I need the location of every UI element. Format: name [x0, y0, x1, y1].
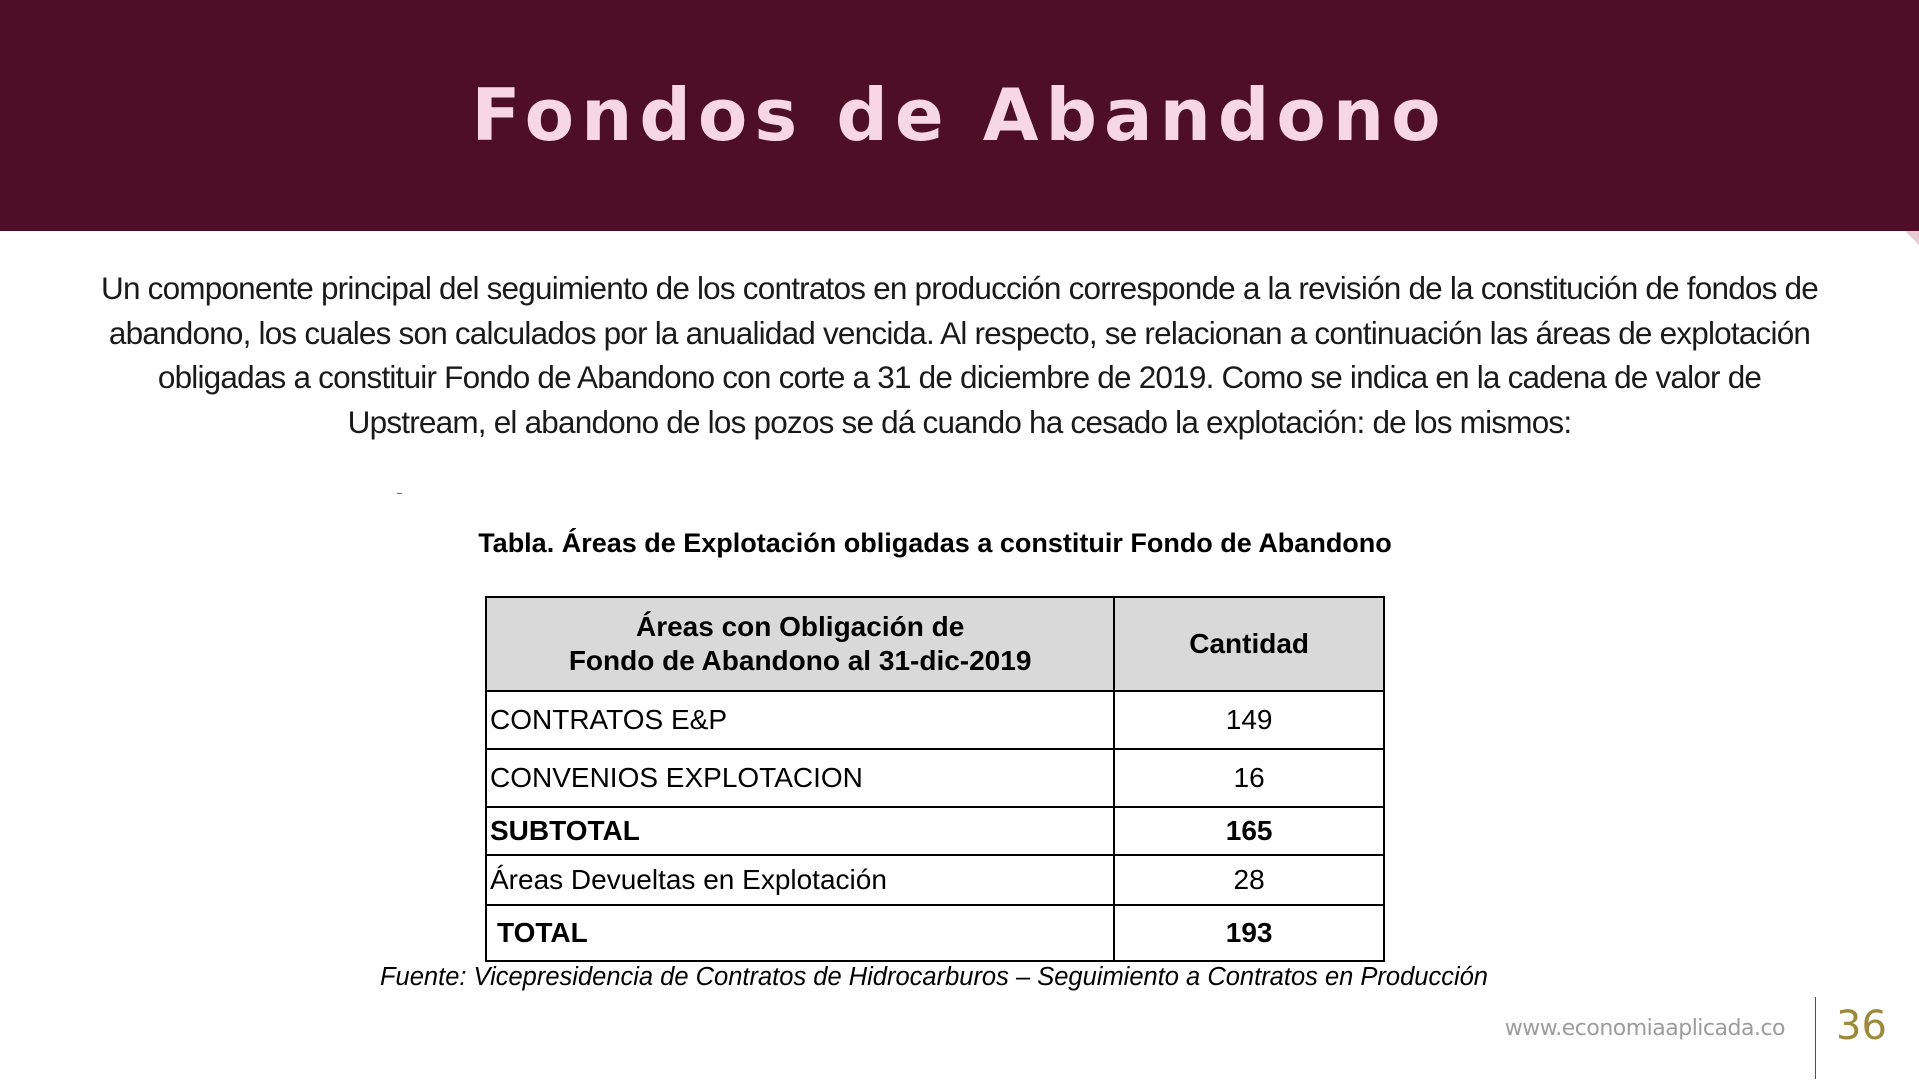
header-area-line1: Áreas con Obligación de — [635, 611, 965, 642]
total-row — [486, 905, 1384, 961]
slide-title: Fondos de Abandono — [471, 73, 1448, 157]
slide-header — [0, 0, 1919, 231]
table-source-note: Fuente: Vicepresidencia de Contratos de Hidrocarburos – Seguimiento a Contratos en Producción — [379, 963, 1488, 991]
row-area: SUBTOTAL — [486, 807, 1114, 855]
table-caption: Tabla. Áreas de Explotación obligadas a constituir Fondo de Abandono — [478, 528, 1392, 558]
row-count: 165 — [1114, 807, 1384, 855]
header-area — [486, 597, 1114, 691]
table-row — [486, 749, 1384, 807]
table-header-row — [486, 597, 1384, 691]
row-count: 193 — [1114, 905, 1384, 961]
table-row — [486, 691, 1384, 749]
corner-accent — [1905, 231, 1919, 245]
row-area: Áreas Devueltas en Explotación — [486, 855, 1114, 905]
row-area: CONTRATOS E&P — [486, 691, 1114, 749]
row-count: 16 — [1114, 749, 1384, 807]
footer-divider — [1815, 997, 1816, 1079]
page-number: 36 — [1836, 1003, 1887, 1049]
footer-url: www.economiaaplicada.co — [1504, 1016, 1785, 1041]
row-area: TOTAL — [486, 905, 1114, 961]
abandonment-fund-table — [485, 596, 1385, 962]
subtotal-row — [486, 807, 1384, 855]
decorative-dash — [397, 493, 402, 494]
row-count: 28 — [1114, 855, 1384, 905]
row-area: CONVENIOS EXPLOTACION — [486, 749, 1114, 807]
header-area-line2: Fondo de Abandono al 31-dic-2019 — [568, 645, 1032, 676]
row-count: 149 — [1114, 691, 1384, 749]
header-count: Cantidad — [1114, 597, 1384, 691]
intro-paragraph: Un componente principal del seguimiento de los contratos en producción corresponde a la revisión de la constitución de fondos de abandono, los cuales son calculados por la anualidad vencida. Al respecto, se relacionan a continuación las áreas de explotación obligadas a constituir Fondo de Abandono con corte a 31 de diciembre de 2019. Como se indica en la cadena de valor de Upstream, el abandono de los pozos se dá cuando ha cesado la explotación: de los mismos: — [101, 270, 1818, 440]
table-row — [486, 855, 1384, 905]
